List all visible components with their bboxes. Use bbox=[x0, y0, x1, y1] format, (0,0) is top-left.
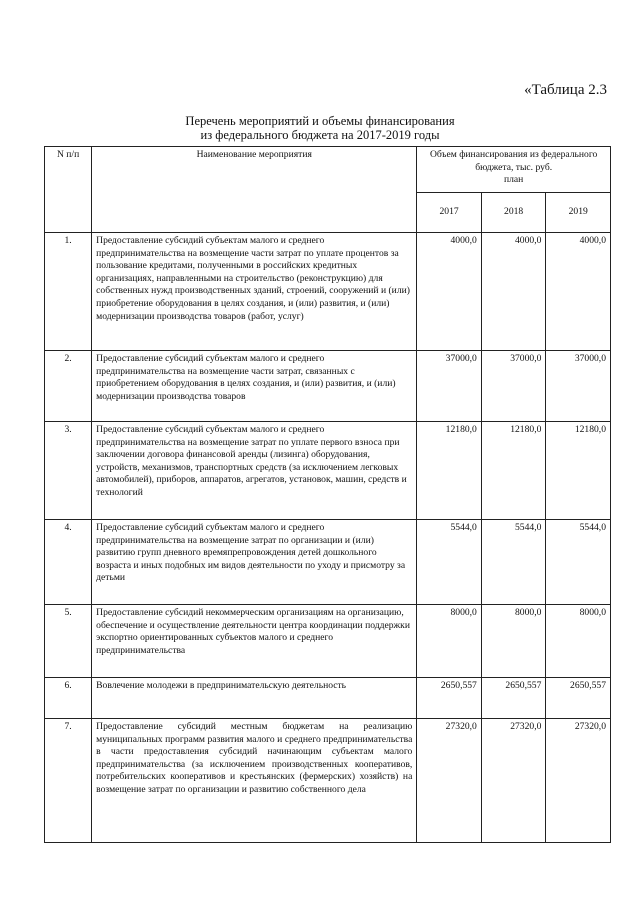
row-name: Предоставление субсидий местным бюджетам на реализацию муниципальных программ развития малого и среднего предпринимательства в части предоставления субсидий начинающим субъектам малого предпринимательства (за исключением производственных кооперативов, потребительских кооперативов и крестьянских (фермерских) хозяйств) на возмещение затрат по организации и развитию собственного дела bbox=[92, 719, 417, 843]
row-value-2017: 8000,0 bbox=[417, 605, 482, 678]
row-name: Предоставление субсидий субъектам малого и среднего предпринимательства на возмещение части затрат по уплате процентов за пользование кредитами, полученными в российских кредитных организациях, направленными на строительство (реконструкцию) для собственных нужд производственных зданий, строений, сооружений и (или) приобретение оборудования в целях создания, и (или) развития, и (или) модернизации производства товаров (работ, услуг) bbox=[92, 233, 417, 351]
row-value-2019: 8000,0 bbox=[546, 605, 611, 678]
table-row bbox=[45, 233, 611, 351]
row-value-2019: 12180,0 bbox=[546, 422, 611, 520]
row-number: 7. bbox=[45, 719, 92, 843]
row-value-2017: 27320,0 bbox=[417, 719, 482, 843]
row-number: 2. bbox=[45, 351, 92, 422]
table-row bbox=[45, 719, 611, 843]
row-value-2019: 5544,0 bbox=[546, 520, 611, 605]
table-row bbox=[45, 605, 611, 678]
row-number: 1. bbox=[45, 233, 92, 351]
header-year: 2018 bbox=[481, 193, 546, 233]
row-value-2018: 4000,0 bbox=[481, 233, 546, 351]
row-value-2019: 2650,557 bbox=[546, 678, 611, 719]
table-row bbox=[45, 422, 611, 520]
row-value-2017: 12180,0 bbox=[417, 422, 482, 520]
row-value-2017: 2650,557 bbox=[417, 678, 482, 719]
row-value-2017: 5544,0 bbox=[417, 520, 482, 605]
row-name: Предоставление субсидий субъектам малого и среднего предпринимательства на возмещение части затрат, связанных с приобретением оборудования в целях создания, и (или) развития, и (или) модернизации производства товаров bbox=[92, 351, 417, 422]
row-number: 4. bbox=[45, 520, 92, 605]
row-value-2018: 8000,0 bbox=[481, 605, 546, 678]
document-title bbox=[0, 114, 640, 142]
row-number: 3. bbox=[45, 422, 92, 520]
header-year: 2017 bbox=[417, 193, 482, 233]
row-value-2018: 2650,557 bbox=[481, 678, 546, 719]
row-name: Предоставление субсидий некоммерческим организациям на организацию, обеспечение и осуществление деятельности центра координации поддержки экспортно ориентированных субъектов малого и среднего предпринимательства bbox=[92, 605, 417, 678]
title-line-2: из федерального бюджета на 2017-2019 годы bbox=[200, 128, 440, 142]
title-line-1: Перечень мероприятий и объемы финансирования bbox=[185, 114, 455, 128]
row-value-2018: 12180,0 bbox=[481, 422, 546, 520]
table-row bbox=[45, 520, 611, 605]
row-number: 6. bbox=[45, 678, 92, 719]
row-value-2018: 5544,0 bbox=[481, 520, 546, 605]
row-value-2019: 4000,0 bbox=[546, 233, 611, 351]
header-funding-label: Объем финансирования из федерального бюджета, тыс. руб. bbox=[429, 149, 598, 173]
header-number: N п/п bbox=[45, 147, 92, 233]
header-year: 2019 bbox=[546, 193, 611, 233]
header-funding bbox=[417, 147, 611, 193]
row-value-2019: 27320,0 bbox=[546, 719, 611, 843]
header-funding-sub: план bbox=[504, 174, 524, 186]
header-name: Наименование мероприятия bbox=[92, 147, 417, 233]
row-value-2018: 37000,0 bbox=[481, 351, 546, 422]
row-name: Предоставление субсидий субъектам малого и среднего предпринимательства на возмещение затрат по организации и (или) развитию групп дневного времяпрепровождения детей дошкольного возраста и иных подобных им видов деятельности по уходу и присмотру за детьми bbox=[92, 520, 417, 605]
row-name: Предоставление субсидий субъектам малого и среднего предпринимательства на возмещение затрат по уплате первого взноса при заключении договора финансовой аренды (лизинга) оборудования, устройств, механизмов, транспортных средств (за исключением легковых автомобилей), приборов, аппаратов, агрегатов, установок, машин, средств и технологий bbox=[92, 422, 417, 520]
funding-table bbox=[44, 146, 611, 843]
row-value-2019: 37000,0 bbox=[546, 351, 611, 422]
row-number: 5. bbox=[45, 605, 92, 678]
table-number: «Таблица 2.3 bbox=[524, 82, 607, 98]
table-row bbox=[45, 678, 611, 719]
row-value-2017: 37000,0 bbox=[417, 351, 482, 422]
row-value-2017: 4000,0 bbox=[417, 233, 482, 351]
row-value-2018: 27320,0 bbox=[481, 719, 546, 843]
row-name: Вовлечение молодежи в предпринимательскую деятельность bbox=[92, 678, 417, 719]
table-row bbox=[45, 351, 611, 422]
